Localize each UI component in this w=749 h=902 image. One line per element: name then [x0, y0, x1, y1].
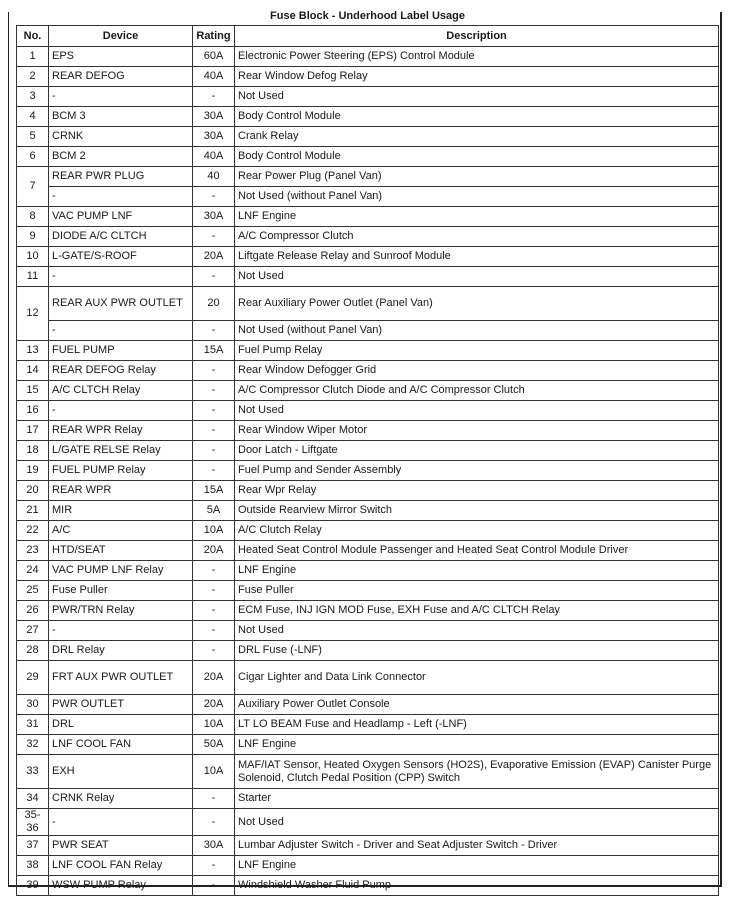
table-row	[17, 147, 719, 167]
cell-no: 18	[17, 441, 49, 461]
table-row	[17, 341, 719, 361]
cell-no: 39	[17, 876, 49, 896]
cell-rating: 30A	[193, 207, 235, 227]
cell-description: LNF Engine	[235, 207, 719, 227]
cell-description: Not Used	[235, 401, 719, 421]
cell-device: REAR PWR PLUG	[49, 167, 193, 187]
cell-description: Not Used (without Panel Van)	[235, 187, 719, 207]
page-frame-left	[8, 12, 9, 886]
cell-no: 37	[17, 836, 49, 856]
cell-description: Windshield Washer Fluid Pump	[235, 876, 719, 896]
cell-description: Rear Window Wiper Motor	[235, 421, 719, 441]
table-row	[17, 207, 719, 227]
cell-device: LNF COOL FAN	[49, 735, 193, 755]
table-row	[17, 521, 719, 541]
table-row	[17, 227, 719, 247]
cell-no: 16	[17, 401, 49, 421]
cell-description: Fuel Pump and Sender Assembly	[235, 461, 719, 481]
cell-rating: -	[193, 361, 235, 381]
cell-rating: 40A	[193, 147, 235, 167]
cell-no: 32	[17, 735, 49, 755]
cell-rating: 20A	[193, 247, 235, 267]
table-row	[17, 735, 719, 755]
cell-description: Crank Relay	[235, 127, 719, 147]
cell-rating: 40	[193, 167, 235, 187]
cell-device: L-GATE/S-ROOF	[49, 247, 193, 267]
cell-description: LNF Engine	[235, 735, 719, 755]
cell-device: A/C	[49, 521, 193, 541]
cell-device: REAR WPR	[49, 481, 193, 501]
table-row	[17, 107, 719, 127]
cell-no: 22	[17, 521, 49, 541]
cell-rating: 20A	[193, 541, 235, 561]
cell-no: 15	[17, 381, 49, 401]
cell-device: L/GATE RELSE Relay	[49, 441, 193, 461]
cell-rating: -	[193, 421, 235, 441]
cell-device: LNF COOL FAN Relay	[49, 856, 193, 876]
table-row	[17, 321, 719, 341]
cell-description: Starter	[235, 789, 719, 809]
table-row	[17, 127, 719, 147]
table-row	[17, 441, 719, 461]
table-row	[17, 621, 719, 641]
page-frame-right	[720, 12, 722, 886]
table-row	[17, 601, 719, 621]
cell-no: 26	[17, 601, 49, 621]
cell-no: 25	[17, 581, 49, 601]
cell-description: MAF/IAT Sensor, Heated Oxygen Sensors (HO2S), Evaporative Emission (EVAP) Canister Purge Solenoid, Clutch Pedal Position (CPP) Switch	[235, 755, 719, 789]
table-row	[17, 187, 719, 207]
table-row	[17, 361, 719, 381]
header-rating: Rating	[193, 26, 235, 47]
table-row	[17, 876, 719, 896]
cell-description: DRL Fuse (-LNF)	[235, 641, 719, 661]
cell-description: Lumbar Adjuster Switch - Driver and Seat Adjuster Switch - Driver	[235, 836, 719, 856]
cell-device: FUEL PUMP Relay	[49, 461, 193, 481]
table-row	[17, 167, 719, 187]
cell-rating: 10A	[193, 755, 235, 789]
cell-device: Fuse Puller	[49, 581, 193, 601]
cell-device: PWR/TRN Relay	[49, 601, 193, 621]
table-row	[17, 67, 719, 87]
fuse-table	[16, 8, 719, 896]
table-row	[17, 789, 719, 809]
cell-device: -	[49, 321, 193, 341]
cell-rating: -	[193, 321, 235, 341]
cell-no: 21	[17, 501, 49, 521]
cell-no: 10	[17, 247, 49, 267]
cell-device: MIR	[49, 501, 193, 521]
table-row	[17, 581, 719, 601]
table-row	[17, 87, 719, 107]
cell-device: -	[49, 267, 193, 287]
cell-description: A/C Compressor Clutch Diode and A/C Compressor Clutch	[235, 381, 719, 401]
cell-no: 38	[17, 856, 49, 876]
cell-rating: 20	[193, 287, 235, 321]
cell-description: Body Control Module	[235, 147, 719, 167]
cell-rating: -	[193, 876, 235, 896]
cell-no: 31	[17, 715, 49, 735]
cell-no: 17	[17, 421, 49, 441]
cell-device: -	[49, 809, 193, 836]
table-row	[17, 47, 719, 67]
cell-description: LNF Engine	[235, 856, 719, 876]
cell-description: Not Used	[235, 621, 719, 641]
table-row	[17, 401, 719, 421]
cell-device: REAR DEFOG Relay	[49, 361, 193, 381]
table-row	[17, 501, 719, 521]
cell-device: -	[49, 401, 193, 421]
cell-rating: 5A	[193, 501, 235, 521]
cell-rating: -	[193, 401, 235, 421]
table-row	[17, 661, 719, 695]
cell-device: FRT AUX PWR OUTLET	[49, 661, 193, 695]
cell-description: Not Used	[235, 809, 719, 836]
header-no: No.	[17, 26, 49, 47]
cell-device: BCM 3	[49, 107, 193, 127]
cell-rating: 15A	[193, 481, 235, 501]
cell-description: Rear Window Defogger Grid	[235, 361, 719, 381]
cell-description: ECM Fuse, INJ IGN MOD Fuse, EXH Fuse and A/C CLTCH Relay	[235, 601, 719, 621]
cell-rating: 60A	[193, 47, 235, 67]
cell-rating: -	[193, 561, 235, 581]
cell-no: 20	[17, 481, 49, 501]
cell-no: 4	[17, 107, 49, 127]
cell-rating: 30A	[193, 127, 235, 147]
cell-no: 19	[17, 461, 49, 481]
cell-rating: -	[193, 621, 235, 641]
cell-rating: -	[193, 461, 235, 481]
cell-device: -	[49, 621, 193, 641]
header-description: Description	[235, 26, 719, 47]
cell-no: 7	[17, 167, 49, 207]
table-row	[17, 461, 719, 481]
cell-rating: -	[193, 581, 235, 601]
cell-description: Rear Power Plug (Panel Van)	[235, 167, 719, 187]
cell-description: Liftgate Release Relay and Sunroof Module	[235, 247, 719, 267]
cell-rating: 20A	[193, 695, 235, 715]
table-row	[17, 247, 719, 267]
cell-rating: 15A	[193, 341, 235, 361]
cell-description: Fuse Puller	[235, 581, 719, 601]
table-row	[17, 695, 719, 715]
cell-device: FUEL PUMP	[49, 341, 193, 361]
table-row	[17, 561, 719, 581]
cell-device: REAR WPR Relay	[49, 421, 193, 441]
cell-rating: -	[193, 87, 235, 107]
cell-no: 28	[17, 641, 49, 661]
cell-description: Body Control Module	[235, 107, 719, 127]
cell-no: 24	[17, 561, 49, 581]
cell-rating: -	[193, 441, 235, 461]
table-row	[17, 267, 719, 287]
cell-description: Fuel Pump Relay	[235, 341, 719, 361]
cell-rating: -	[193, 641, 235, 661]
cell-no: 6	[17, 147, 49, 167]
cell-no: 11	[17, 267, 49, 287]
cell-rating: 30A	[193, 836, 235, 856]
cell-device: REAR DEFOG	[49, 67, 193, 87]
table-row	[17, 421, 719, 441]
cell-description: LT LO BEAM Fuse and Headlamp - Left (-LNF)	[235, 715, 719, 735]
cell-device: EXH	[49, 755, 193, 789]
cell-device: -	[49, 87, 193, 107]
cell-description: Not Used	[235, 87, 719, 107]
cell-rating: 20A	[193, 661, 235, 695]
cell-rating: -	[193, 789, 235, 809]
cell-no: 12	[17, 287, 49, 341]
cell-rating: -	[193, 227, 235, 247]
cell-no: 3	[17, 87, 49, 107]
table-row	[17, 836, 719, 856]
cell-device: WSW PUMP Relay	[49, 876, 193, 896]
cell-rating: 30A	[193, 107, 235, 127]
cell-device: DIODE A/C CLTCH	[49, 227, 193, 247]
cell-no: 27	[17, 621, 49, 641]
cell-no: 34	[17, 789, 49, 809]
cell-no: 23	[17, 541, 49, 561]
cell-description: Rear Window Defog Relay	[235, 67, 719, 87]
cell-description: Electronic Power Steering (EPS) Control Module	[235, 47, 719, 67]
cell-description: Cigar Lighter and Data Link Connector	[235, 661, 719, 695]
table-row	[17, 856, 719, 876]
table-row	[17, 541, 719, 561]
table-title: Fuse Block - Underhood Label Usage	[17, 8, 719, 26]
cell-device: VAC PUMP LNF	[49, 207, 193, 227]
cell-no: 2	[17, 67, 49, 87]
cell-no: 14	[17, 361, 49, 381]
cell-no: 13	[17, 341, 49, 361]
cell-no: 35-36	[17, 809, 49, 836]
cell-device: EPS	[49, 47, 193, 67]
cell-no: 30	[17, 695, 49, 715]
cell-device: DRL	[49, 715, 193, 735]
cell-device: PWR OUTLET	[49, 695, 193, 715]
cell-description: Outside Rearview Mirror Switch	[235, 501, 719, 521]
cell-description: Door Latch - Liftgate	[235, 441, 719, 461]
cell-device: PWR SEAT	[49, 836, 193, 856]
cell-rating: 50A	[193, 735, 235, 755]
cell-rating: -	[193, 187, 235, 207]
cell-description: Heated Seat Control Module Passenger and Heated Seat Control Module Driver	[235, 541, 719, 561]
cell-description: Rear Auxiliary Power Outlet (Panel Van)	[235, 287, 719, 321]
table-row	[17, 641, 719, 661]
cell-no: 1	[17, 47, 49, 67]
cell-device: VAC PUMP LNF Relay	[49, 561, 193, 581]
cell-device: REAR AUX PWR OUTLET	[49, 287, 193, 321]
cell-description: Not Used	[235, 267, 719, 287]
cell-no: 29	[17, 661, 49, 695]
cell-no: 9	[17, 227, 49, 247]
table-row	[17, 381, 719, 401]
cell-rating: -	[193, 856, 235, 876]
table-row	[17, 287, 719, 321]
cell-device: CRNK Relay	[49, 789, 193, 809]
cell-no: 33	[17, 755, 49, 789]
cell-device: HTD/SEAT	[49, 541, 193, 561]
cell-rating: 10A	[193, 715, 235, 735]
cell-device: BCM 2	[49, 147, 193, 167]
table-row	[17, 481, 719, 501]
table-row	[17, 755, 719, 789]
cell-device: -	[49, 187, 193, 207]
cell-description: Auxiliary Power Outlet Console	[235, 695, 719, 715]
cell-rating: 10A	[193, 521, 235, 541]
cell-description: A/C Compressor Clutch	[235, 227, 719, 247]
cell-description: Rear Wpr Relay	[235, 481, 719, 501]
cell-device: CRNK	[49, 127, 193, 147]
cell-description: LNF Engine	[235, 561, 719, 581]
cell-rating: -	[193, 381, 235, 401]
cell-no: 8	[17, 207, 49, 227]
cell-no: 5	[17, 127, 49, 147]
cell-device: A/C CLTCH Relay	[49, 381, 193, 401]
cell-rating: 40A	[193, 67, 235, 87]
cell-description: A/C Clutch Relay	[235, 521, 719, 541]
cell-device: DRL Relay	[49, 641, 193, 661]
cell-rating: -	[193, 267, 235, 287]
table-row	[17, 715, 719, 735]
header-device: Device	[49, 26, 193, 47]
cell-rating: -	[193, 809, 235, 836]
cell-description: Not Used (without Panel Van)	[235, 321, 719, 341]
table-row	[17, 809, 719, 836]
cell-rating: -	[193, 601, 235, 621]
